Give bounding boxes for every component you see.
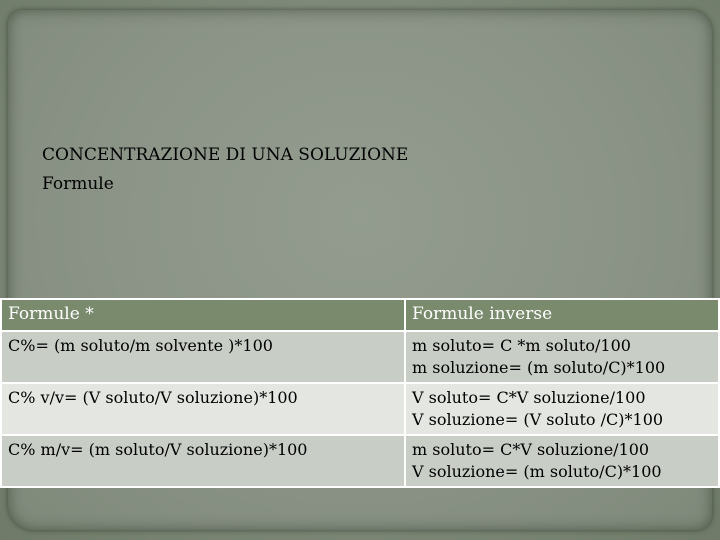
slide-heading xyxy=(42,141,408,199)
inverse-line: m soluto= C *m soluto/100 xyxy=(412,336,631,355)
heading-title: CONCENTRAZIONE DI UNA SOLUZIONE xyxy=(42,145,409,165)
table-header-row xyxy=(1,299,719,331)
inverse-line: V soluzione= (V soluto /C)*100 xyxy=(412,410,664,429)
formula-cell: C%= (m soluto/m solvente )*100 xyxy=(1,331,405,383)
formulas-table xyxy=(0,298,720,488)
inverse-line: V soluzione= (m soluto/C)*100 xyxy=(412,462,662,481)
header-formule: Formule * xyxy=(1,299,405,331)
formula-cell: C% v/v= (V soluto/V soluzione)*100 xyxy=(1,383,405,435)
inverse-cell xyxy=(405,383,719,435)
header-formule-inverse: Formule inverse xyxy=(405,299,719,331)
heading-subtitle: Formule xyxy=(42,174,114,194)
inverse-line: V soluto= C*V soluzione/100 xyxy=(412,388,646,407)
table-row xyxy=(1,331,719,383)
formula-cell: C% m/v= (m soluto/V soluzione)*100 xyxy=(1,435,405,487)
table-row xyxy=(1,435,719,487)
table-row xyxy=(1,383,719,435)
inverse-cell xyxy=(405,435,719,487)
inverse-line: m soluto= C*V soluzione/100 xyxy=(412,440,650,459)
inverse-cell xyxy=(405,331,719,383)
inverse-line: m soluzione= (m soluto/C)*100 xyxy=(412,358,666,377)
